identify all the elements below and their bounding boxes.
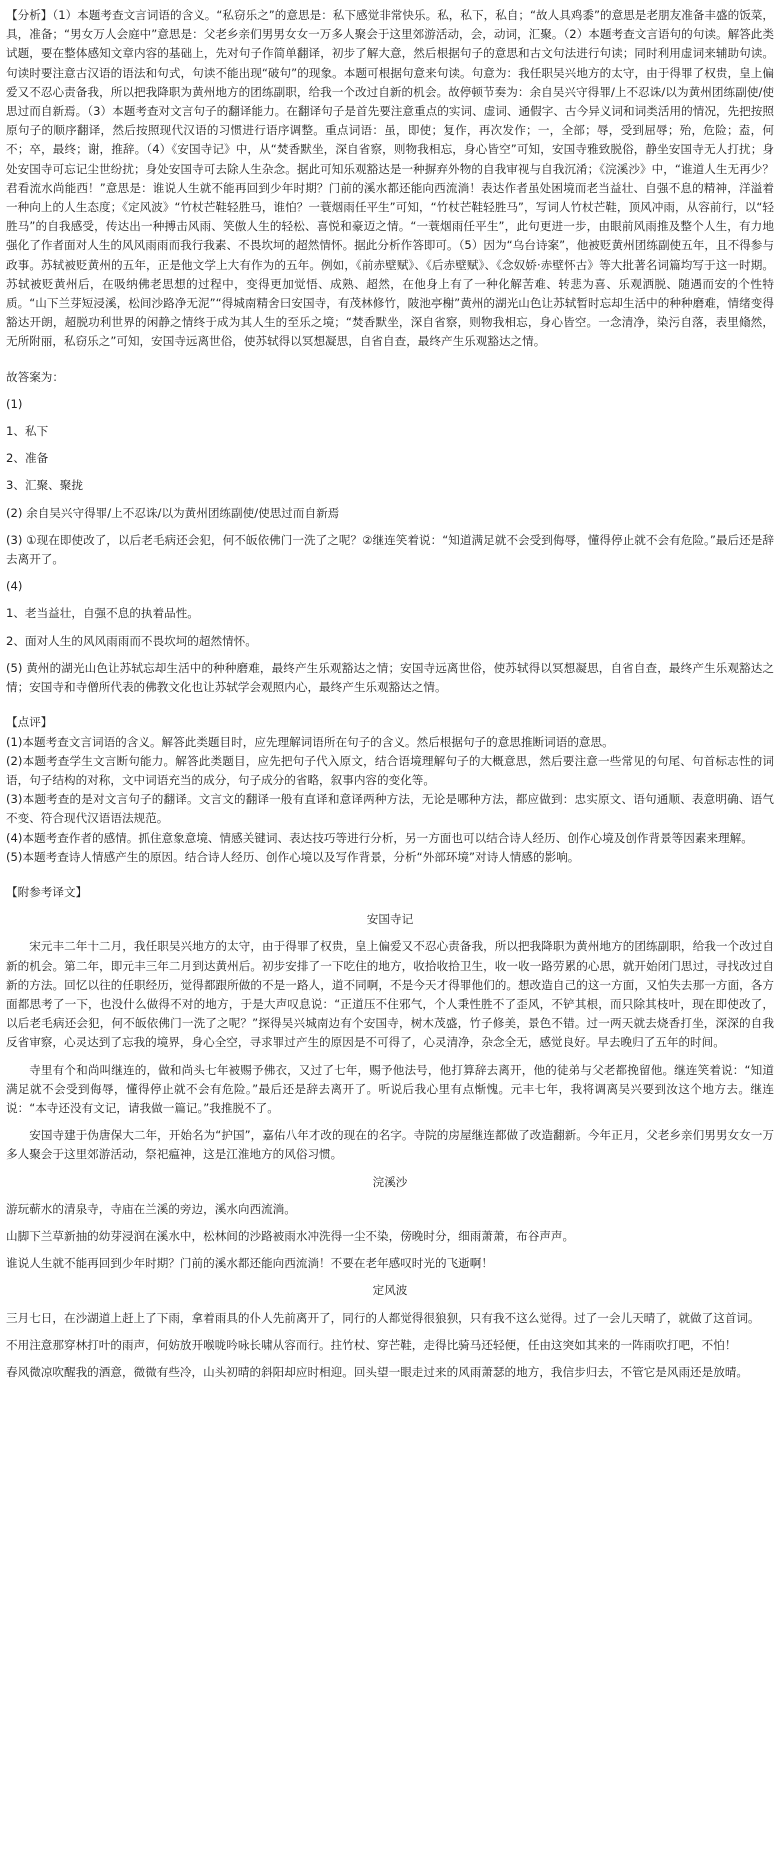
translation-title-anguosi: 安国寺记 — [366, 912, 414, 927]
answer-q1-label: (1) — [6, 396, 23, 411]
answer-q3: (3) ①现在即使改了，以后老毛病还会犯，何不皈依佛门一洗了之呢？②继连笑着说：“知道满足就不会受到侮辱，懂得停止就不会有危险。”最后还是辞去离开了。 — [6, 532, 774, 567]
answer-q1-item: 1、私下 — [6, 424, 49, 439]
spacer — [6, 867, 774, 883]
translation-line: 游玩蕲水的清泉寺，寺庙在兰溪的旁边，溪水向西流淌。 — [6, 1201, 296, 1216]
analysis-text: （1）本题考查文言词语的含义。“私窃乐之”的意思是：私下感觉非常快乐。私，私下，私自；“故人具鸡黍”的意思是老朋友准备丰盛的饭菜，具，准备；“男女万人会庭中”意思是：父老乡亲们男男女女一万多人聚会于这里郊游活动，会，动词，汇聚。（2）本题考查文言语句的句读。解答此类试题，要在整体感知文章内容的基础上，先对句子作简单翻译，初步了解大意，然后根据句子的意思和古文句法进行句读；同时利用虚词来辅助句读。句读时要注意古汉语的语法和句式，句读不能出现“破句”的现象。本题可根据句意来句读。句意为：我任职吴兴地方的太守，由于得罪了权贵，皇上偏爱又不忍心责备我，所以把我降职为黄州地方的团练副职，给我一个改过自新的机会。故停顿节奏为：余自吴兴守得罪/上不忍诛/以为黄州团练副使/使思过而自新焉。（3）本题考查对文言句子的翻译能力。在翻译句子是首先要注意重点的实词、虚词、通假字、古今异义词和词类活用的情况，先把按照原句子的顺序翻译，然后按照现代汉语的习惯进行语序调整。重点词语：虽，即使；复作，再次发作；一，全部；辱，受到屈辱；殆，危险；盍，何不；卒，最终；谢，推辞。（4）《安国寺记》中，从“焚香默坐，深自省察，则物我相忘，身心皆空”可知，安国寺雅致脱俗，静坐安国寺无人打扰；身处安国寺可忘记尘世纷扰；身处安国寺可去除人生杂念。据此可知乐观豁达是一种摒弃外物的自我审视与自我沉淆；《浣溪沙》中，“谁道人生无再少？君看流水尚能西！”意思是：谁说人生就不能再回到少年时期？门前的溪水都还能向西流淌！表达作者虽处困境而老当益壮、自强不息的精神，洋溢着一种向上的人生态度；《定风波》“竹杖芒鞋轻胜马，谁怕？一蓑烟雨任平生”可知，“竹杖芒鞋轻胜马”，写词人竹杖芒鞋，顶风冲雨，从容前行，以“轻胜马”的自我感受，传达出一种搏击风雨、笑傲人生的轻松、喜悦和豪迈之情。“一蓑烟雨任平生”，此句更进一步，由眼前风雨推及整个人生，有力地强化了作者面对人生的风风雨雨而我行我素、不畏坎坷的超然情怀。据此分析作答即可。（5）因为“乌台诗案”，他被贬黄州团练副使五年，且不得参与政事。苏轼被贬黄州的五年，正是他文学上大有作为的五年。例如，《前赤壁赋》、《后赤壁赋》、《念奴娇·赤壁怀古》等大批著名词篇均写于这一时期。苏轼被贬黄州后，在吸纳佛老思想的过程中，变得更加觉悟、成熟、超然，在他身上有了一种化解苦难、转悲为喜、乐观洒脱、随遇而安的个性特质。“山下兰芽短浸溪，松间沙路净无泥”“得城南精舍曰安国寺，有茂林修竹，陂池亭榭”黄州的湖光山色让苏轼暂时忘却生活中的种种磨难，情绪变得豁达开朗，超脱功利世界的闲静之情终于成为其人生的至乐之境；“焚香默坐，深自省察，则物我相忘，身心皆空。一念清净，染污自落，表里翛然，无所附丽，私窃乐之”可知，安国寺远离世俗，使苏轼得以冥想凝思，自省自查，最终产生乐观豁达之情。 — [6, 8, 774, 349]
spacer — [6, 1053, 774, 1061]
comment-item: (4)本题考查作者的感情。抓住意象意境、情感关键词、表达技巧等进行分析，另一方面也可以结合诗人经历、创作心境及创作背景等因素来理解。 — [6, 830, 753, 845]
analysis-tag: 【分析】 — [6, 8, 53, 22]
spacer — [6, 1219, 774, 1227]
spacer — [6, 496, 774, 504]
translation-title-dingfengbo: 定风波 — [372, 1283, 408, 1298]
answer-q4-label: (4) — [6, 579, 23, 594]
spacer — [6, 1355, 774, 1363]
spacer — [6, 523, 774, 531]
comment-tag: 【点评】 — [6, 715, 53, 730]
answer-q1-item: 3、汇聚、聚拢 — [6, 478, 83, 493]
translation-line: 山脚下兰草新抽的幼芽浸润在溪水中，松林间的沙路被雨水冲洗得一尘不染，傍晚时分，细雨萧萧，布谷声声。 — [6, 1228, 575, 1243]
translation-line: 三月七日，在沙湖道上赶上了下雨，拿着雨具的仆人先前离开了，同行的人都觉得很狼狈，只有我不这么觉得。过了一会儿天晴了，就做了这首词。 — [6, 1310, 760, 1325]
spacer — [6, 414, 774, 422]
comment-item: (1)本题考查文言词语的含义。解答此类题目时，应先理解词语所在句子的含义。然后根据句子的意思推断词语的意思。 — [6, 734, 614, 749]
translation-line: 谁说人生就不能再回到少年时期？门前的溪水都还能向西流淌！不要在老年感叹时光的飞逝啊！ — [6, 1256, 493, 1271]
translation-title-huanxisha: 浣溪沙 — [372, 1174, 408, 1189]
spacer — [6, 651, 774, 659]
analysis-paragraph — [6, 6, 774, 352]
comment-item: (2)本题考查学生文言断句能力。解答此类题目，应先把句子代入原文，结合语境理解句子的大概意思，然后要注意一些常见的句尾、句首标志性的词语，句子结构的对称，文中词语充当的成分，句子成分的省略，叙事内容的变化等。 — [6, 753, 774, 787]
answer-q4-item: 2、面对人生的风风雨雨而不畏坎坷的超然情怀。 — [6, 633, 257, 648]
spacer — [6, 468, 774, 476]
comment-item: (3)本题考查的是对文言句子的翻译。文言文的翻译一般有直译和意译两种方法，无论是哪种方法，都应做到：忠实原文、语句通顺、表意明确、语气不变、符合现代汉语语法规范。 — [6, 792, 774, 826]
spacer — [6, 596, 774, 604]
spacer — [6, 569, 774, 577]
answer-q2: (2) 余自吴兴守得罪/上不忍诛/以为黄州团练副使/使思过而自新焉 — [6, 505, 340, 520]
translation-paragraph: 安国寺建于伪唐保大二年，开始名为“护国”，嘉佑八年才改的现在的名字。寺院的房屋继连都做了改造翻新。今年正月，父老乡亲们男男女女一万多人聚会于这里郊游活动，祭祀瘟神，这是江淮地方的风俗习惯。 — [6, 1128, 774, 1162]
spacer — [6, 697, 774, 713]
answer-q4-item: 1、老当益壮，自强不息的执着品性。 — [6, 606, 199, 621]
translation-tag: 【附参考译文】 — [6, 884, 88, 899]
answers-intro: 故答案为： — [6, 369, 64, 384]
answer-q5: (5) 黄州的湖光山色让苏轼忘却生活中的种种磨难，最终产生乐观豁达之情；安国寺远离世俗，使苏轼得以冥想凝思，自省自查，最终产生乐观豁达之情；安国寺和寺僧所代表的佛教文化也让苏轼学会观照内心，最终产生乐观豁达之情。 — [6, 660, 774, 695]
spacer — [6, 441, 774, 449]
spacer — [6, 1246, 774, 1254]
translation-line: 不用注意那穿林打叶的雨声，何妨放开喉咙吟咏长啸从容而行。拄竹杖、穿芒鞋，走得比骑马还轻便，任由这突如其来的一阵雨吹打吧，不怕！ — [6, 1337, 737, 1352]
answer-q1-item: 2、准备 — [6, 451, 49, 466]
translation-line: 春风微凉吹醒我的酒意，微微有些冷，山头初晴的斜阳却应时相迎。回头望一眼走过来的风雨萧瑟的地方，我信步归去，不管它是风雨还是放晴。 — [6, 1364, 749, 1379]
translation-paragraph: 宋元丰二年十二月，我任职吴兴地方的太守，由于得罪了权贵，皇上偏爱又不忍心责备我，所以把我降职为黄州地方的团练副职，给我一个改过自新的机会。第二年，即元丰三年二月到达黄州后。初步安排了一下吃住的地方，收拾收拾卫生，收一收一路劳累的心思，就开始闭门思过，寻找改过自新的方法。回忆以往的任职经历，觉得都跟所做的不是一路人，道不同啊，不是今天才得罪他们的。想改造自己的这一方面，又怕失去那一方面，各方面都思考了一下，也没什么做得不对的地方，于是大声叹息说：“正道压不住邪气，个人秉性胜不了歪风，不铲其根，而只除其枝叶，现在即使改了，以后老毛病还会犯，何不皈依佛门一洗了之呢？”探得吴兴城南边有个安国寺，树木茂盛，竹子修美，景色不错。过一两天就去烧香打坐，深深的自我反省审察，心灵达到了忘我的境界，身心全空，寻求罪过产生的原因是不可得了，心灵清净，杂念全无，感觉良好。早去晚归了五年的时间。 — [6, 939, 774, 1050]
translation-paragraph: 寺里有个和尚叫继连的，做和尚头七年被赐予佛衣，又过了七年，赐予他法号，他打算辞去离开，他的徒弟与父老都挽留他。继连笑着说：“知道满足就不会受到侮辱，懂得停止就不会有危险。”最后还是辞去离开了。听说后我心里有点惭愧。元丰七年，我将调离吴兴要到汝这个地方去。继连说：“本寺还没有文记，请我做一篇记。”我推脱不了。 — [6, 1062, 774, 1115]
comment-item: (5)本题考查诗人情感产生的原因。结合诗人经历、创作心境以及写作背景，分析“外部环境”对诗人情感的影响。 — [6, 849, 580, 864]
spacer — [6, 1328, 774, 1336]
spacer — [6, 387, 774, 395]
spacer — [6, 352, 774, 368]
spacer — [6, 624, 774, 632]
spacer — [6, 1118, 774, 1126]
